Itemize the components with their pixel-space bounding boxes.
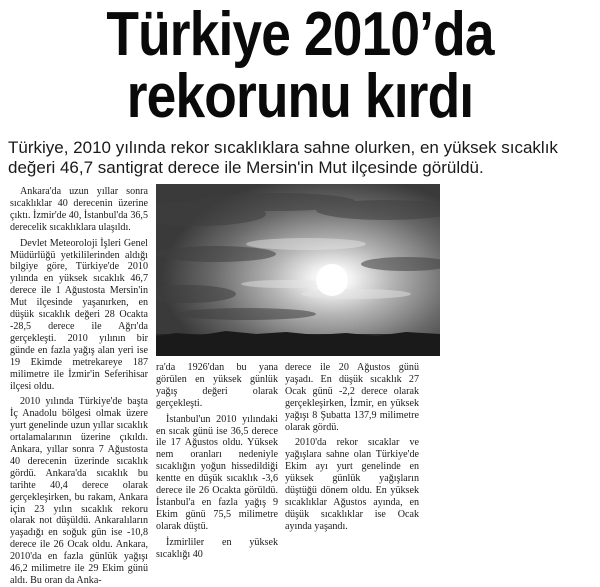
article-column-2 (156, 362, 278, 561)
article-column-1 (10, 186, 148, 587)
paragraph: 2010'da rekor sıcaklar ve yağışlara sahne olan Türkiye'de Ekim ayı yurt genelinde en yüksek günlük yağışların düştüğü dönem oldu. En yüksek sıcaklıklar Ağustos ayında, en düşük sıcaklıklar ise Ocak ayında yaşandı. (285, 437, 419, 532)
paragraph: Ankara'da uzun yıllar sonra sıcaklıklar 40 derecenin üzerine çıktı. İzmir'de 40, İstanbul'da 36,5 derecelik sıcaklıklara ulaşıldı. (10, 186, 148, 233)
deck-line-1: Türkiye, 2010 yılında rekor sıcaklıklara sahne olurken, en yüksek sıcaklık (8, 138, 558, 157)
sun-clouds-photo (156, 184, 440, 356)
paragraph: 2010 yılında Türkiye'de başta İç Anadolu bölgesi olmak üzere yurt genelinde uzun yıllar sıcaklık ortalamalarının üzerine çıkıldı. Ankara, yıllar sonra 7 Ağustosta 40 derecenin üzerinde sıcaklık gördü. Ankara'da sıcaklık bu tarihte 40,4 derece olarak gerçekleşirken, bu rakam, Ankara için 23 yılın sıcaklık rekoru olarak not düşüldü. Ankaralıların yaşadığı en soğuk gün ise -10,8 derece ile 26 Ocak oldu. Ankara, 2010'da en fazla günlük yağışı 46,2 milimetre ile 29 Ekim günü aldı. Bu oran da Anka- (10, 396, 148, 586)
headline-line-1: Türkiye 2010’da (106, 0, 494, 69)
photo-image (156, 184, 440, 356)
article-column-3 (285, 362, 419, 533)
paragraph: derece ile 20 Ağustos günü yaşadı. En düşük sıcaklık 27 Ocak günü -2,2 derece olarak gerçekleşirken, İzmir, en yüksek yağışı 8 Şubatta 137,9 milimetre olarak gördü. (285, 362, 419, 433)
deck-line-2: değeri 46,7 santigrat derece ile Mersin'in Mut ilçesinde görüldü. (8, 158, 484, 177)
paragraph: Devlet Meteoroloji İşleri Genel Müdürlüğü yetkililerinden aldığı bilgiye göre, Türkiye'de 2010 yılında en yüksek sıcaklık 46,7 derece ile 1 Ağustosta Mersin'in Mut ilçesinde yaşanırken, en düşük sıcaklık değeri 28 Ocakta -28,5 derece ile Ağrı'da gerçekleşti. 2010 yılının bir günde en fazla yağış alan yeri ise 19 Ekimde metrekareye 187 milimetre ile İzmir'in Seferihisar ilçesi oldu. (10, 237, 148, 392)
paragraph: ra'da 1926'dan bu yana görülen en yüksek günlük yağış değeri olarak gerçekleşti. (156, 362, 278, 409)
paragraph: İzmirliler en yüksek sıcaklığı 40 (156, 536, 278, 560)
paragraph: İstanbul'un 2010 yılındaki en sıcak günü ise 36,5 derece ile 17 Ağustos oldu. Yüksek nem oranları nedeniyle sıcaklığın yoğun hissedildiği kentte en düşük sıcaklık -3,6 derece ile 26 Ocakta görüldü. İstanbul'a en fazla yağış 9 Ekim günü 75,5 milimetre olarak düştü. (156, 413, 278, 532)
headline-line-2: rekorunu kırdı (126, 62, 474, 131)
